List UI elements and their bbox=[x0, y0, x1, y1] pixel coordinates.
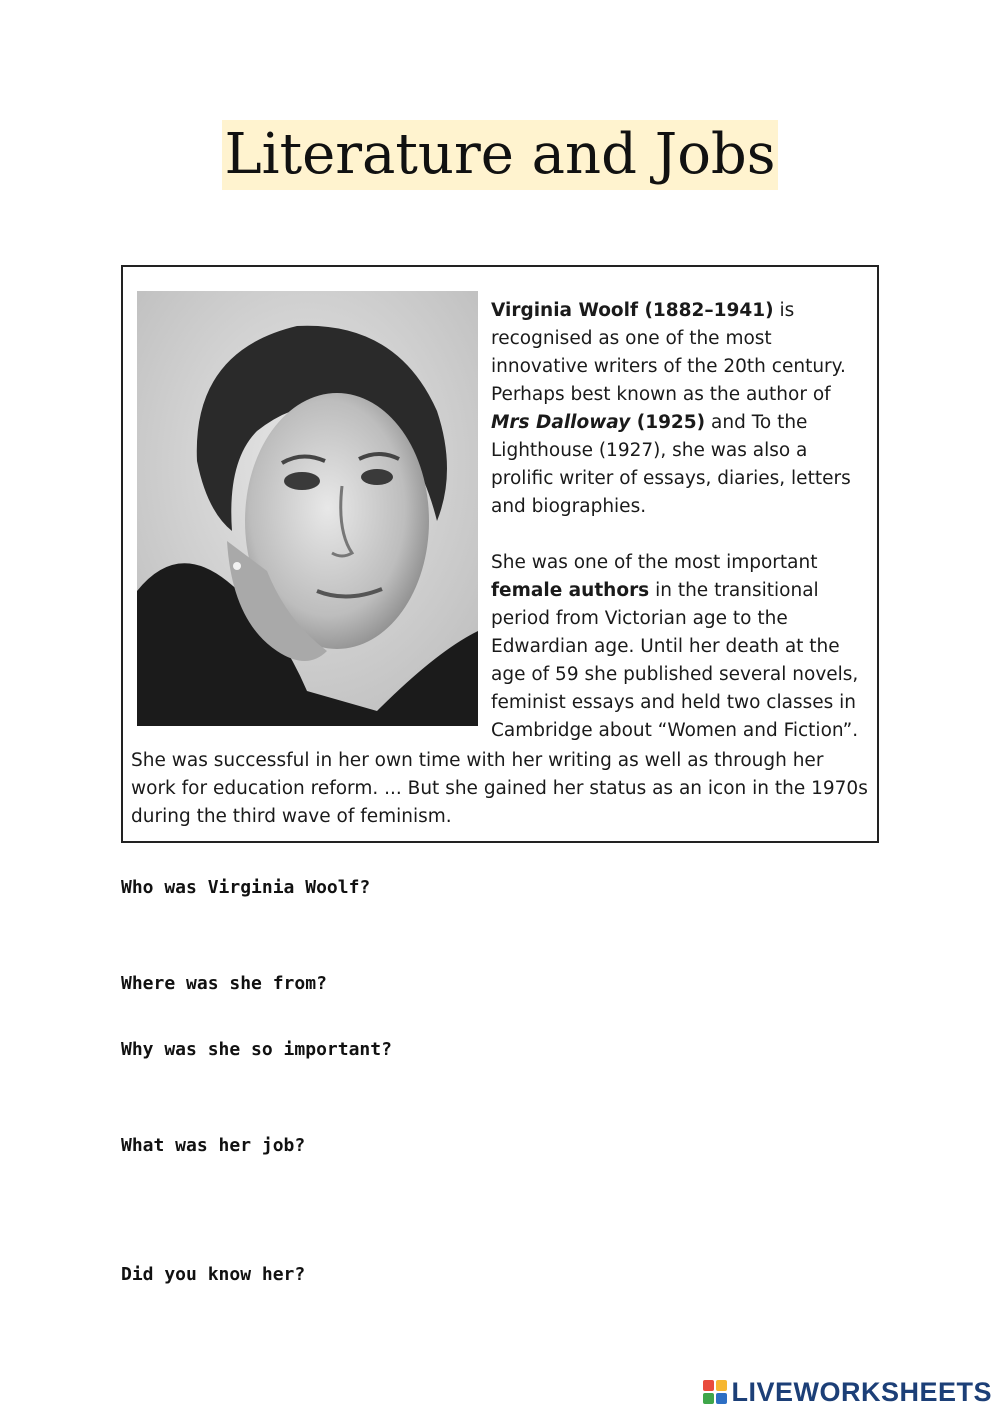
liveworksheets-footer bbox=[702, 1377, 992, 1407]
logo-square bbox=[716, 1380, 727, 1391]
bio-book-year: (1925) bbox=[630, 412, 706, 433]
question-5: Did you know her? bbox=[121, 1264, 306, 1285]
bio-highlight: female authors bbox=[491, 580, 650, 601]
brand-name: LIVEWORKSHEETS bbox=[731, 1376, 992, 1407]
bio-text-run: in the transitional period from Victorian age to the Edwardian age. Until her death at the age of 59 she published several novels, feminist essays and held two classes in Cambridge about “Women and Fiction”. bbox=[491, 580, 859, 741]
bio-book-title: Mrs Dalloway bbox=[491, 412, 631, 433]
bio-paragraph-2 bbox=[491, 549, 871, 745]
logo-square bbox=[703, 1380, 714, 1391]
logo-square bbox=[703, 1393, 714, 1404]
question-2: Where was she from? bbox=[121, 973, 327, 994]
question-1: Who was Virginia Woolf? bbox=[121, 877, 371, 898]
page-title: Literature and Jobs bbox=[222, 120, 777, 190]
bio-paragraph-3: She was successful in her own time with her writing as well as through her work for education reform. ... But she gained her status as an icon in the 1970s during the third wave of feminism. bbox=[131, 750, 868, 827]
bio-paragraph-1 bbox=[491, 297, 871, 521]
logo-square bbox=[716, 1393, 727, 1404]
title-wrap bbox=[0, 120, 1000, 190]
bio-text-run: She was one of the most important bbox=[491, 552, 818, 573]
bio-text bbox=[491, 297, 871, 745]
portrait-photo bbox=[137, 291, 478, 726]
question-3: Why was she so important? bbox=[121, 1039, 392, 1060]
bio-text-run: is recognised as one of the most innovative writers of the 20th century. Perhaps best known as the author of bbox=[491, 300, 846, 405]
bio-name: Virginia Woolf (1882–1941) bbox=[491, 300, 774, 321]
bio-box bbox=[121, 265, 879, 843]
question-4: What was her job? bbox=[121, 1135, 306, 1156]
liveworksheets-logo-icon bbox=[702, 1379, 728, 1405]
bio-text-run: and To the Lighthouse (1927), she was also a prolific writer of essays, diaries, letters and biographies. bbox=[491, 412, 851, 517]
portrait-image bbox=[137, 291, 478, 726]
